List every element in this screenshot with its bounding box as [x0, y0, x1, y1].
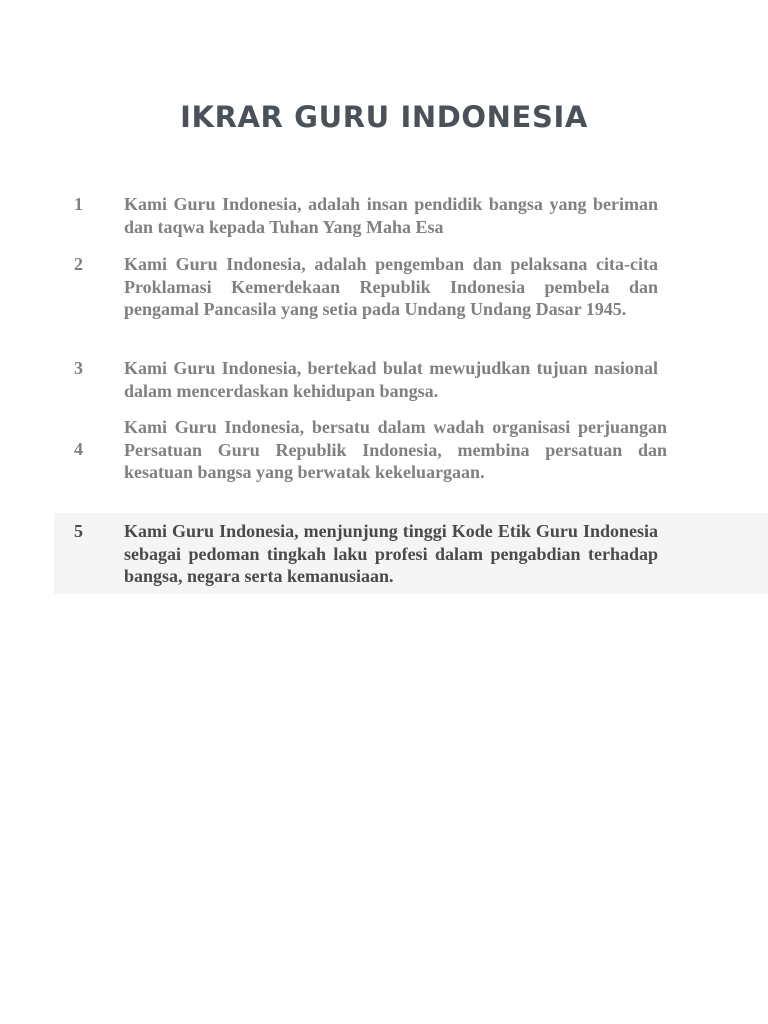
oath-number: 5: [74, 521, 83, 541]
oath-text: Kami Guru Indonesia, adalah pengemban dan pelaksana cita-cita Proklamasi Kemerdekaan Republik Indonesia pembela dan pengamal Pancasila yang setia pada Undang Undang Dasar 1945.: [124, 254, 658, 319]
oath-text: Kami Guru Indonesia, bertekad bulat mewujudkan tujuan nasional dalam mencerdaskan kehidupan bangsa.: [124, 358, 658, 401]
oath-number: 3: [74, 358, 83, 378]
oath-text: Kami Guru Indonesia, adalah insan pendidik bangsa yang beriman dan taqwa kepada Tuhan Yang Maha Esa: [124, 194, 658, 237]
oath-item-2: [0, 253, 768, 345]
oath-number: 1: [74, 194, 83, 214]
oath-item-3: [0, 357, 768, 405]
page-title: IKRAR GURU INDONESIA: [180, 100, 588, 134]
oath-number: 4: [74, 439, 83, 459]
oath-text: Kami Guru Indonesia, menjunjung tinggi Kode Etik Guru Indonesia sebagai pedoman tingkah laku profesi dalam pengabdian terhadap bangsa, negara serta kemanusiaan.: [124, 521, 658, 586]
oath-item-5: [54, 513, 768, 594]
oath-text: Kami Guru Indonesia, bersatu dalam wadah organisasi perjuangan Persatuan Guru Republik Indonesia, membina persatuan dan kesatuan bangsa yang berwatak kekeluargaan.: [124, 417, 667, 482]
oath-item-4: [0, 416, 768, 508]
oath-number: 2: [74, 254, 83, 274]
oath-item-1: [0, 193, 768, 243]
